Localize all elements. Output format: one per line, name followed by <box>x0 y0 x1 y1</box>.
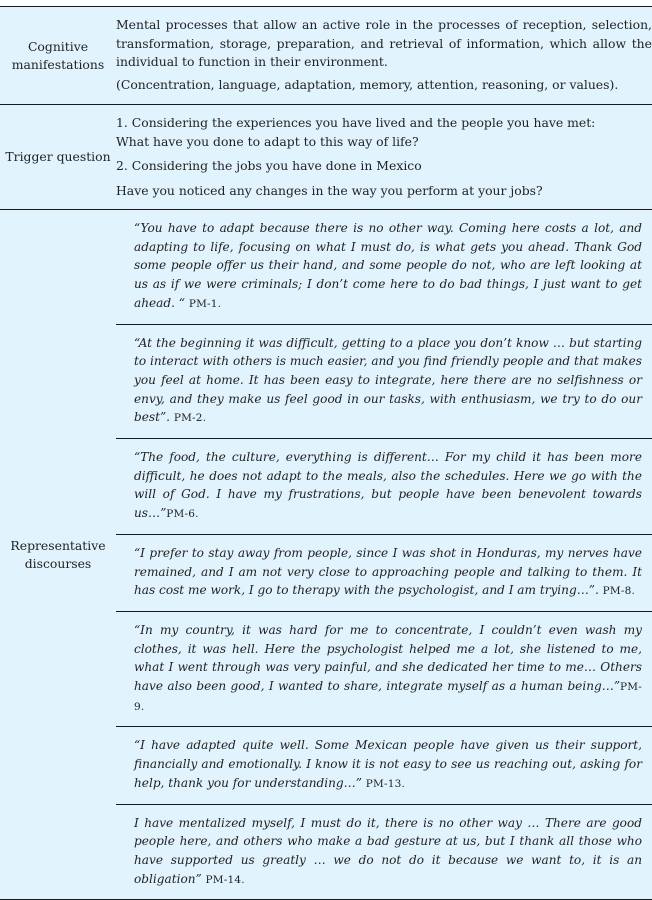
row-trigger-question <box>0 104 652 209</box>
cognitive-examples: (Concentration, language, adaptation, memory, attention, reasoning, or values). <box>116 76 619 92</box>
participant-code: PM-8. <box>602 585 636 598</box>
quote-text: “At the beginning it was difficult, getting to a place you don’t know … but starting to interact with others is much easier, and you find friendly people and that makes you feel at home. It has been easy to integrate, here there are no selfishness or envy, and they make us feel good in our tasks, with enthusiasm, we try to do our best”. <box>134 335 642 425</box>
question-2-line-2: Have you noticed any changes in the way you perform at your jobs? <box>116 182 543 198</box>
row-label-discourses: Representative discourses <box>10 537 106 571</box>
row-label-trigger: Trigger question <box>5 149 111 164</box>
discourse-quote <box>116 210 652 324</box>
cognitive-definition: Mental processes that allow an active role in the processes of reception, selection, transformation, storage, preparation, and retrieval of information, which allow the individual to function in their environment. <box>116 17 652 69</box>
discourse-quote <box>116 611 652 727</box>
question-1-line-1: 1. Considering the experiences you have lived and the people you have met: <box>116 115 596 130</box>
quote-text: “In my country, it was hard for me to concentrate, I couldn’t even wash my clothes, it was hell. Here the psychologist helped me a lot, she listened to me, what I went through was very painful, and she dedicated her time to me… Others have also been good, I wanted to share, integrate myself as a human being…” <box>134 622 642 694</box>
participant-code: PM-6. <box>166 508 199 521</box>
discourse-quote <box>116 324 652 439</box>
discourse-quote <box>116 804 652 900</box>
discourse-quote <box>116 438 652 534</box>
trigger-questions-cell <box>116 105 652 209</box>
participant-code: PM-2. <box>173 412 207 425</box>
quote-text: “You have to adapt because there is no other way. Coming here costs a lot, and adapting to life, focusing on what I must do, is what gets you ahead. Thank God some people offer us their hand, and some people do not, who are left looking at us as if we were criminals; I don’t come here to do bad things, I just want to get ahead. “ <box>134 221 642 310</box>
question-2-line-1: 2. Considering the jobs you have done in Mexico <box>116 158 422 173</box>
discourse-quote <box>116 726 652 803</box>
participant-code: PM-14. <box>205 873 245 886</box>
quote-text: “The food, the culture, everything is different… For my child it has been more difficult, he does not adapt to the meals, also the schedules. Here we go with the will of God. I have my frustrations, but people have been benevolent towards us…” <box>134 450 642 521</box>
quote-text: “I prefer to stay away from people, since I was shot in Honduras, my nerves have remained, and I am not very close to approaching people and talking to them. It has cost me work, I go to therapy with the psychologist, and I am trying…”. <box>134 545 642 598</box>
participant-code: PM-9. <box>134 681 642 713</box>
question-1-line-2: What have you done to adapt to this way of life? <box>116 133 419 149</box>
quote-text: I have mentalized myself, I must do it, there is no other way … There are good people here, and others who make a bad gesture at us, but I thank all those who have supported us greatly … we do not do it because we want to, it is an obligation” <box>134 815 642 886</box>
discourse-quote <box>116 534 652 611</box>
participant-code: PM-1. <box>188 297 222 310</box>
participant-code: PM-13. <box>365 777 406 790</box>
cognitive-manifestations-table <box>0 6 652 900</box>
row-label-cognitive: Cognitive manifestations <box>11 38 105 72</box>
row-cognitive-manifestations <box>0 7 652 104</box>
cognitive-definition-cell <box>116 7 652 104</box>
quote-text: “I have adapted quite well. Some Mexican people have given us their support, financially and emotionally. I know it is not easy to see us reaching out, asking for help, thank you for understanding…” <box>134 738 642 790</box>
